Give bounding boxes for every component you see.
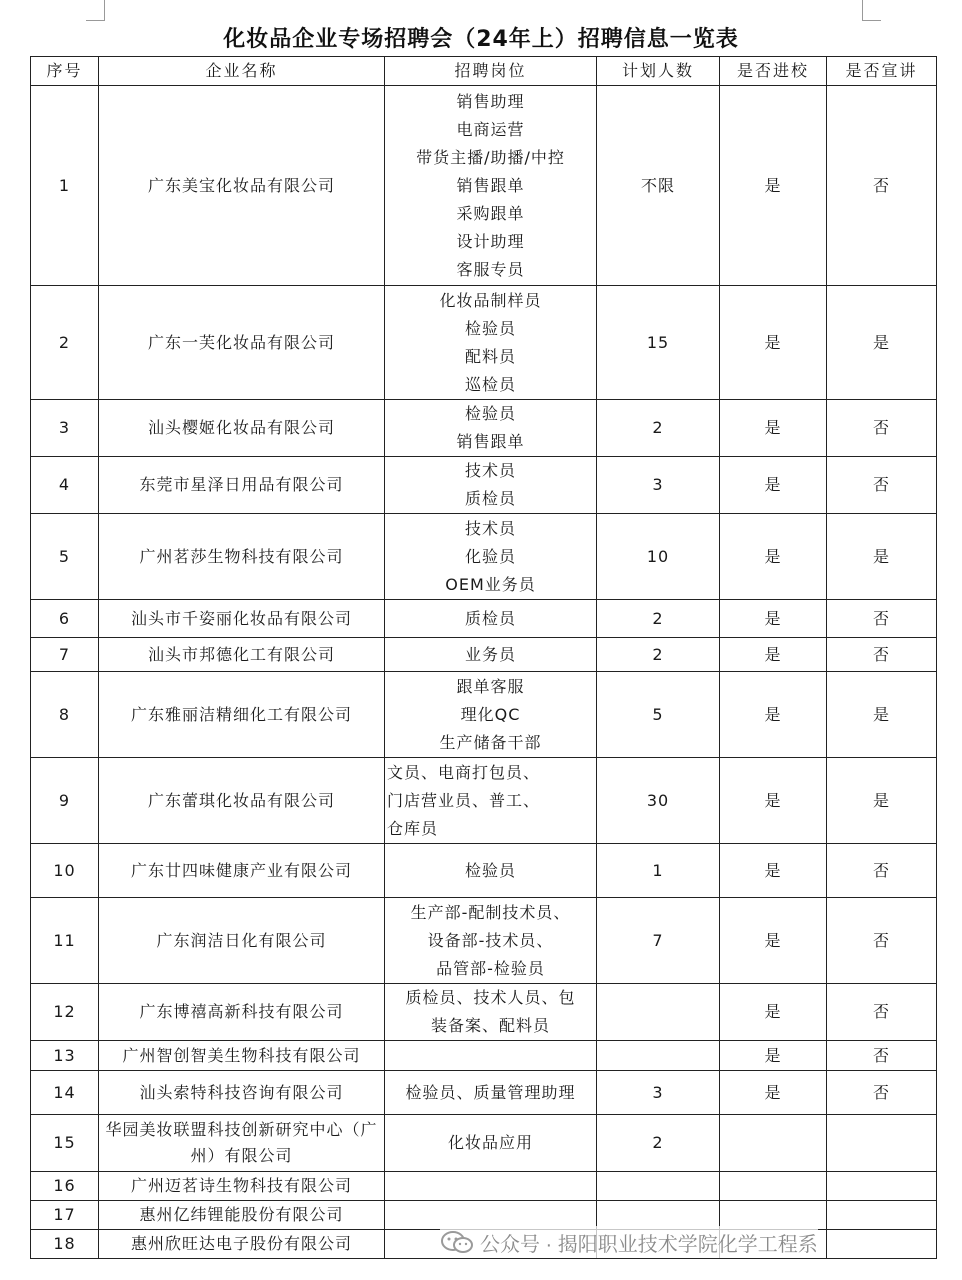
company-name: 汕头市邦德化工有限公司 [99,638,385,672]
campus-visit: 是 [720,638,827,672]
position-item: 销售助理 [456,91,525,111]
planned-count [597,1041,720,1071]
positions-cell [385,457,597,514]
company-name: 广东雅丽洁精细化工有限公司 [99,672,385,758]
planned-count: 10 [597,514,720,600]
table-row [31,898,937,984]
row-number: 4 [31,457,99,514]
position-item: 化妆品制样员 [439,290,542,310]
position-item: 生产部-配制技术员、 [410,902,571,922]
table-row [31,86,937,286]
position-item: 销售跟单 [456,175,525,195]
recruitment-table [30,56,937,1259]
table-row [31,1172,937,1201]
campus-visit [720,1172,827,1201]
position-item: 理化QC [460,704,521,724]
planned-count: 5 [597,672,720,758]
campus-visit: 是 [720,457,827,514]
campus-visit: 是 [720,1071,827,1115]
table-row [31,514,937,600]
presentation [827,1230,937,1259]
position-item: 仓库员 [387,818,439,838]
page-title: 化妆品企业专场招聘会（24年上）招聘信息一览表 [223,27,739,52]
presentation: 是 [827,758,937,844]
positions-cell [385,514,597,600]
position-item: 检验员 [464,860,516,880]
row-number: 14 [31,1071,99,1115]
position-item: 检验员、质量管理助理 [405,1082,576,1102]
row-number: 15 [31,1115,99,1172]
row-number: 9 [31,758,99,844]
position-item: 门店营业员、普工、 [387,790,541,810]
company-name: 东莞市星泽日用品有限公司 [99,457,385,514]
position-item: 化妆品应用 [447,1133,533,1152]
table-row [31,1071,937,1115]
positions-cell [385,638,597,672]
crop-mark-right [862,0,881,21]
header-no: 序号 [31,57,99,86]
positions-cell [385,1041,597,1071]
positions-cell [385,1115,597,1172]
planned-count: 3 [597,457,720,514]
company-name: 广州智创智美生物科技有限公司 [99,1041,385,1071]
position-item: 检验员 [464,404,516,423]
table-row [31,844,937,898]
row-number: 12 [31,984,99,1041]
position-item: 技术员 [464,461,516,480]
row-number: 2 [31,286,99,400]
campus-visit: 是 [720,400,827,457]
presentation [827,1172,937,1201]
position-item: 质检员 [464,489,516,508]
position-item: 业务员 [464,644,516,664]
table-row [31,600,937,638]
table-row [31,984,937,1041]
presentation: 否 [827,86,937,286]
presentation: 是 [827,286,937,400]
positions-cell [385,1071,597,1115]
presentation: 是 [827,514,937,600]
planned-count: 2 [597,600,720,638]
position-item: 电商运营 [456,119,525,139]
position-item: 化验员 [464,546,516,566]
company-name: 广东博禧高新科技有限公司 [99,984,385,1041]
company-name: 广东一芙化妆品有限公司 [99,286,385,400]
company-name: 广东润洁日化有限公司 [99,898,385,984]
planned-count [597,1172,720,1201]
positions-cell [385,844,597,898]
company-name: 广东廿四味健康产业有限公司 [99,844,385,898]
position-item: 跟单客服 [456,676,525,696]
row-number: 5 [31,514,99,600]
crop-mark-left [86,0,105,21]
positions-cell [385,400,597,457]
table-row [31,457,937,514]
position-item: 配料员 [464,346,516,366]
position-item: 带货主播/助播/中控 [416,147,565,167]
row-number: 17 [31,1201,99,1230]
presentation: 否 [827,600,937,638]
row-number: 16 [31,1172,99,1201]
position-item: 质检员 [464,608,516,628]
header-campus: 是否进校 [720,57,827,86]
campus-visit: 是 [720,600,827,638]
table-row [31,758,937,844]
positions-cell [385,898,597,984]
presentation: 否 [827,1071,937,1115]
company-name: 广东蕾琪化妆品有限公司 [99,758,385,844]
row-number: 11 [31,898,99,984]
table-row [31,1115,937,1172]
position-item: 检验员 [464,318,516,338]
position-item: 销售跟单 [456,432,525,451]
presentation: 否 [827,844,937,898]
presentation: 否 [827,1041,937,1071]
row-number: 8 [31,672,99,758]
campus-visit: 是 [720,286,827,400]
positions-cell [385,984,597,1041]
presentation [827,1115,937,1172]
planned-count: 2 [597,638,720,672]
positions-cell [385,758,597,844]
campus-visit [720,1115,827,1172]
company-name: 汕头市千姿丽化妆品有限公司 [99,600,385,638]
positions-cell [385,1172,597,1201]
row-number: 3 [31,400,99,457]
campus-visit: 是 [720,758,827,844]
table-row [31,672,937,758]
table-row [31,400,937,457]
campus-visit: 是 [720,1041,827,1071]
presentation: 否 [827,898,937,984]
position-item: 设备部-技术员、 [427,930,554,950]
company-name: 广州茗莎生物科技有限公司 [99,514,385,600]
presentation: 否 [827,400,937,457]
company-name: 广州迈茗诗生物科技有限公司 [99,1172,385,1201]
position-item: 采购跟单 [456,203,525,223]
table-row [31,638,937,672]
position-item: 文员、电商打包员、 [387,762,541,782]
company-name: 惠州欣旺达电子股份有限公司 [99,1230,385,1259]
positions-cell [385,672,597,758]
row-number: 1 [31,86,99,286]
campus-visit: 是 [720,844,827,898]
row-number: 13 [31,1041,99,1071]
position-item: OEM业务员 [445,574,536,594]
presentation: 否 [827,984,937,1041]
presentation [827,1201,937,1230]
planned-count: 1 [597,844,720,898]
header-company: 企业名称 [99,57,385,86]
position-item: 巡检员 [464,374,516,394]
company-name: 华园美妆联盟科技创新研究中心（广州）有限公司 [99,1115,385,1172]
planned-count: 7 [597,898,720,984]
positions-cell [385,286,597,400]
header-row [31,57,937,86]
position-item: 质检员、技术人员、包 [405,988,576,1007]
row-number: 6 [31,600,99,638]
planned-count: 不限 [597,86,720,286]
planned-count [597,984,720,1041]
company-name: 汕头樱姬化妆品有限公司 [99,400,385,457]
campus-visit: 是 [720,514,827,600]
position-item: 技术员 [464,518,516,538]
position-item: 品管部-检验员 [436,958,545,978]
planned-count: 2 [597,1115,720,1172]
wechat-icon [440,1230,474,1254]
table-row [31,286,937,400]
campus-visit: 是 [720,984,827,1041]
planned-count: 3 [597,1071,720,1115]
planned-count: 30 [597,758,720,844]
campus-visit: 是 [720,86,827,286]
position-item: 设计助理 [456,231,525,251]
presentation: 是 [827,672,937,758]
position-item: 客服专员 [456,259,525,279]
presentation: 否 [827,457,937,514]
campus-visit: 是 [720,898,827,984]
position-item: 生产储备干部 [439,732,542,752]
company-name: 惠州亿纬锂能股份有限公司 [99,1201,385,1230]
row-number: 18 [31,1230,99,1259]
table-row [31,1041,937,1071]
header-positions: 招聘岗位 [385,57,597,86]
planned-count: 2 [597,400,720,457]
campus-visit: 是 [720,672,827,758]
watermark-text: 公众号 · 揭阳职业技术学院化学工程系 [480,1233,818,1256]
positions-cell [385,86,597,286]
header-count: 计划人数 [597,57,720,86]
planned-count: 15 [597,286,720,400]
row-number: 10 [31,844,99,898]
position-item: 装备案、配料员 [430,1016,550,1035]
header-talk: 是否宣讲 [827,57,937,86]
presentation: 否 [827,638,937,672]
company-name: 广东美宝化妆品有限公司 [99,86,385,286]
row-number: 7 [31,638,99,672]
company-name: 汕头索特科技咨询有限公司 [99,1071,385,1115]
positions-cell [385,600,597,638]
watermark [440,1226,818,1258]
